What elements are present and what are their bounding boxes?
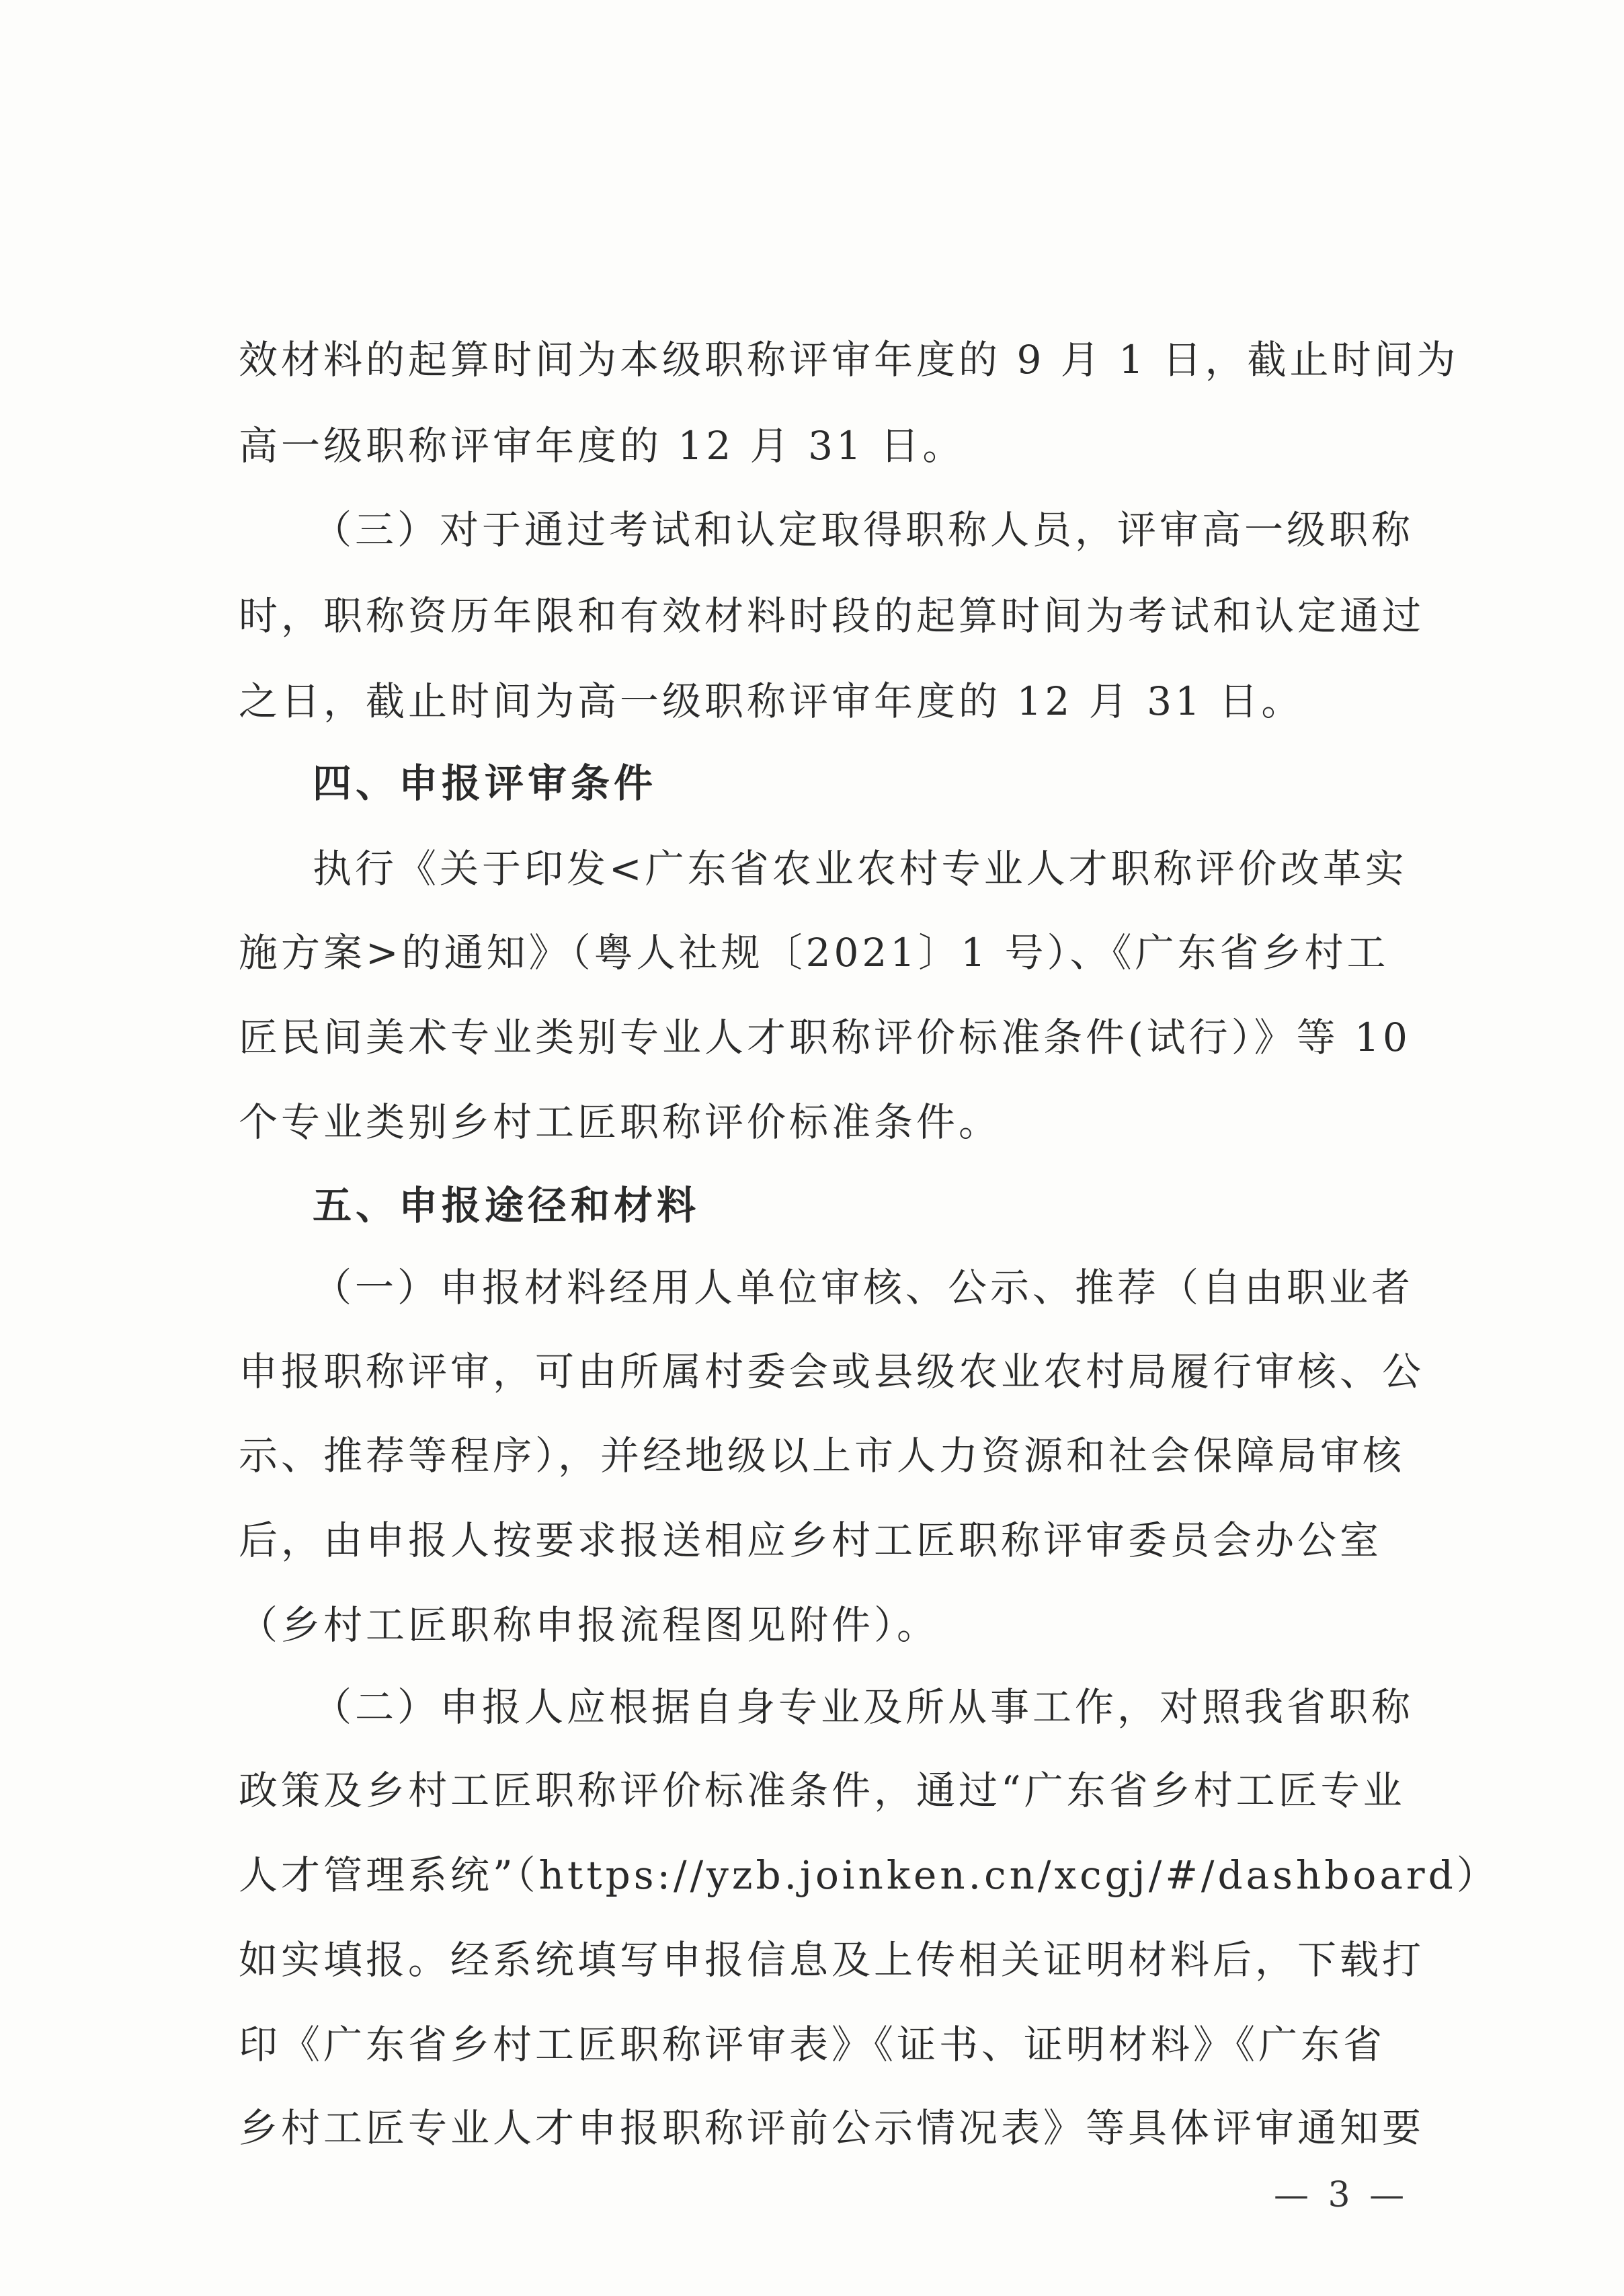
text-line: 政策及乡村工匠职称评价标准条件，通过“广东省乡村工匠专业: [239, 1768, 1406, 1813]
text-line: 后，由申报人按要求报送相应乡村工匠职称评审委员会办公室: [239, 1517, 1383, 1563]
text-line: （一）申报材料经用人单位审核、公示、推荐（自由职业者: [313, 1265, 1414, 1310]
text-line: 执行《关于印发<广东省农业农村专业人才职称评价改革实: [313, 846, 1408, 892]
section-heading-4: 四、申报评审条件: [313, 760, 657, 806]
text-line: 个专业类别乡村工匠职称评价标准条件。: [239, 1099, 1002, 1145]
text-line: 效材料的起算时间为本级职称评审年度的 9 月 1 日，截止时间为: [239, 337, 1459, 383]
text-line: 时，职称资历年限和有效材料时段的起算时间为考试和认定通过: [239, 593, 1425, 639]
text-line: 高一级职称评审年度的 12 月 31 日。: [239, 423, 965, 469]
text-line: 匠民间美术专业类别专业人才职称评价标准条件(试行）》等 10: [239, 1015, 1411, 1060]
text-line: 印《广东省乡村工匠职称评审表》《证书、证明材料》《广东省: [239, 2022, 1386, 2067]
text-line: 如实填报。经系统填写申报信息及上传相关证明材料后，下载打: [239, 1937, 1425, 1983]
text-line: 示、推荐等程序），并经地级以上市人力资源和社会保障局审核: [239, 1433, 1406, 1478]
text-line: 申报职称评审，可由所属村委会或县级农业农村局履行审核、公: [239, 1349, 1425, 1394]
page-number: — 3 —: [1274, 2175, 1409, 2215]
text-line: 乡村工匠专业人才申报职称评前公示情况表》等具体评审通知要: [239, 2105, 1425, 2151]
text-line: （乡村工匠职称申报流程图见附件）。: [239, 1602, 940, 1648]
text-line: （三）对于通过考试和认定取得职称人员，评审高一级职称: [313, 507, 1414, 553]
text-line: 之日，截止时间为高一级职称评审年度的 12 月 31 日。: [239, 678, 1304, 724]
url-line: 人才管理系统”（https://yzb.joinken.cn/xcgj/#/dashboard）: [239, 1852, 1499, 1898]
text-line: （二）申报人应根据自身专业及所从事工作，对照我省职称: [313, 1684, 1414, 1730]
section-heading-5: 五、申报途径和材料: [313, 1183, 700, 1228]
text-line: 施方案>的通知》（粤人社规〔2021〕1 号）、《广东省乡村工: [239, 930, 1389, 976]
